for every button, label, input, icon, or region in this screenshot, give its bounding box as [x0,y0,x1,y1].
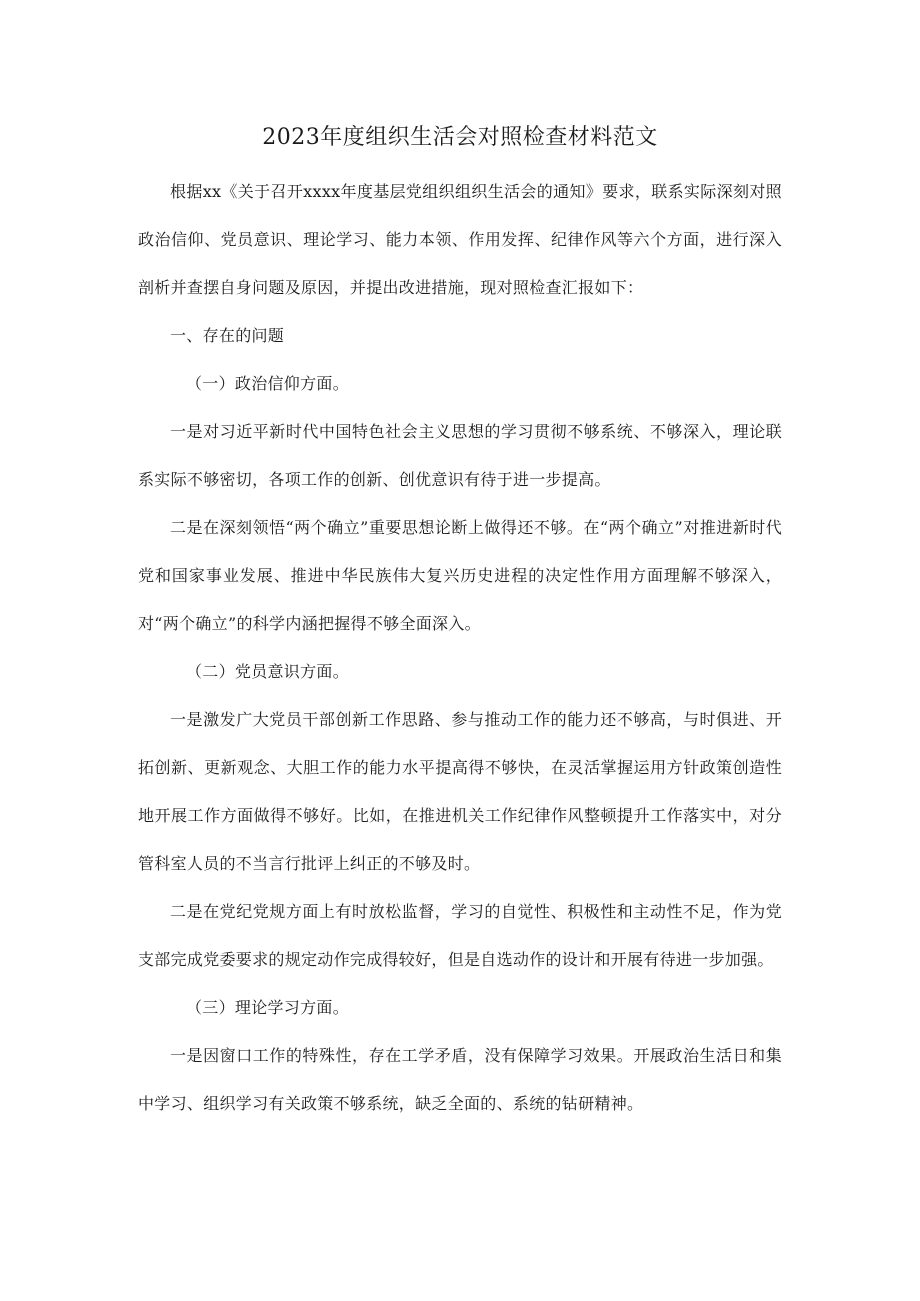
paragraph-party-awareness-2: 二是在党纪党规方面上有时放松监督，学习的自觉性、积极性和主动性不足，作为党支部完成党委要求的规定动作完成得较好，但是自选动作的设计和开展有待进一步加强。 [138,902,782,969]
subheading-political-belief: （一）政治信仰方面。 [186,374,350,393]
document-title: 2023年度组织生活会对照检查材料范文 [262,125,658,150]
subheading-theory-study: （三）理论学习方面。 [186,998,350,1017]
section-heading-problems: 一、存在的问题 [170,326,285,345]
paragraph-party-awareness-1: 一是激发广大党员干部创新工作思路、参与推动工作的能力还不够高，与时俱进、开拓创新、更新观念、大胆工作的能力水平提高得不够快，在灵活掌握运用方针政策创造性地开展工作方面做得不够好。比如，在推进机关工作纪律作风整顿提升工作落实中，对分管科室人员的不当言行批评上纠正的不够及时。 [138,710,782,873]
document-body [138,168,782,1128]
paragraph-theory-study-1: 一是因窗口工作的特殊性，存在工学矛盾，没有保障学习效果。开展政治生活日和集中学习、组织学习有关政策不够系统，缺乏全面的、系统的钻研精神。 [138,1046,782,1113]
paragraph-political-belief-1: 一是对习近平新时代中国特色社会主义思想的学习贯彻不够系统、不够深入，理论联系实际不够密切，各项工作的创新、创优意识有待于进一步提高。 [138,422,782,489]
paragraph-political-belief-2: 二是在深刻领悟“两个确立”重要思想论断上做得还不够。在“两个确立”对推进新时代党和国家事业发展、推进中华民族伟大复兴历史进程的决定性作用方面理解不够深入，对“两个确立”的科学内涵把握得不够全面深入。 [138,518,782,633]
subheading-party-awareness: （二）党员意识方面。 [186,662,350,681]
intro-paragraph: 根据xx《关于召开xxxx年度基层党组织组织生活会的通知》要求，联系实际深刻对照政治信仰、党员意识、理论学习、能力本领、作用发挥、纪律作风等六个方面，进行深入剖析并查摆自身问题及原因，并提出改进措施，现对照检查汇报如下： [138,182,782,297]
